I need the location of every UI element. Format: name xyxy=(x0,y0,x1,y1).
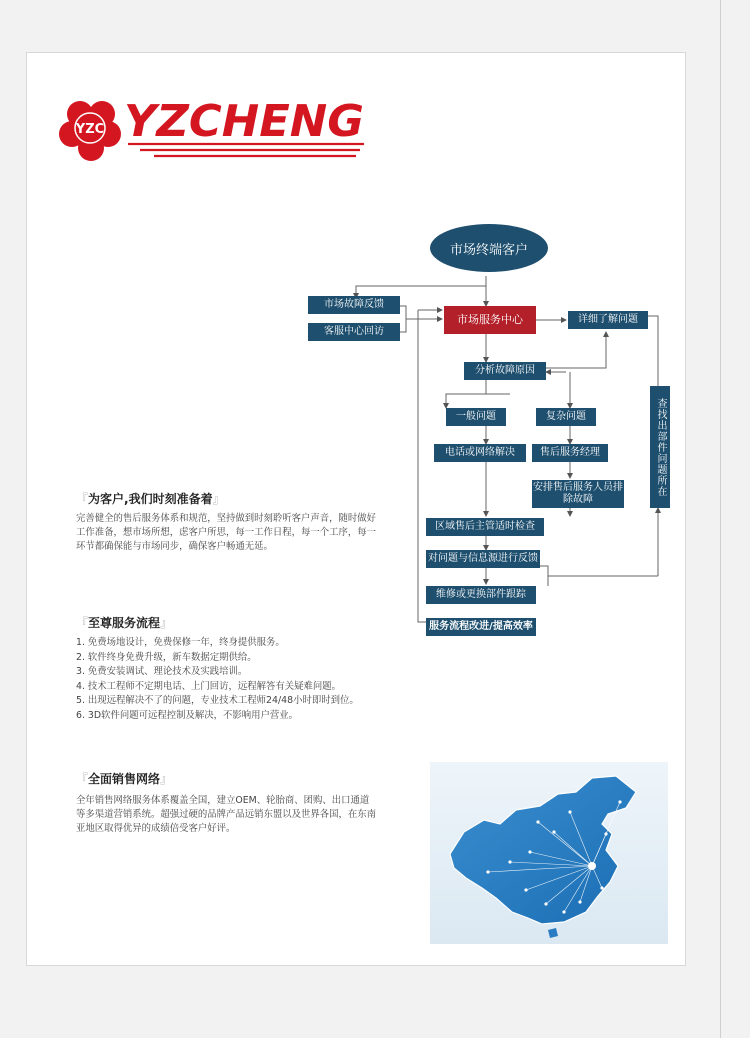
detail-box: 详细了解问题 xyxy=(568,311,648,329)
market-feedback-box: 市场故障反馈 xyxy=(308,296,400,314)
list-item: 3. 免费安装调试、理论技术及实践培训。 xyxy=(76,666,248,677)
flow-connectors xyxy=(300,220,680,640)
emblem-text: YZC xyxy=(75,122,105,137)
repair-track-box: 维修或更换部件跟踪 xyxy=(426,586,536,604)
section1-body: 完善健全的售后服务体系和规范，坚持做到时刻聆听客户声音，随时做好工作准备，想市场所想，虑客户所思，每一工作日程，每一个工序，每一环节都确保能与市场同步，确保客户畅通无延。 xyxy=(76,513,377,552)
bracket-open-icon: 『 xyxy=(76,772,89,786)
dispatch-box: 安排售后服务人员排除故障 xyxy=(532,480,624,508)
section2-title xyxy=(76,614,172,631)
list-item: 4. 技术工程师不定期电话、上门回访，远程解答有关疑难问题。 xyxy=(76,680,342,692)
regional-check-box: 区域售后主管适时检查 xyxy=(426,518,544,536)
bracket-close-icon: 』 xyxy=(160,772,173,786)
customer-revisit-box: 客服中心回访 xyxy=(308,323,400,341)
section3-title xyxy=(76,770,172,787)
service-flowchart xyxy=(300,220,680,640)
improve-box: 服务流程改进/提高效率 xyxy=(426,618,536,636)
bracket-close-icon: 』 xyxy=(212,492,225,506)
find-parts-box: 查找出部件问题所在 xyxy=(650,386,670,508)
section1-title xyxy=(76,490,225,507)
section2-title-text: 至尊服务流程 xyxy=(88,616,161,630)
hub-customer: 市场终端客户 xyxy=(430,224,548,272)
list-item: 1. 免费场地设计，免费保修一年，终身提供服务。 xyxy=(76,637,285,648)
phone-net-box: 电话或网络解决 xyxy=(434,444,526,462)
manager-box: 售后服务经理 xyxy=(532,444,608,462)
section1-title-text: 为客户,我们时刻准备着 xyxy=(88,492,213,506)
complex-issue-box: 复杂问题 xyxy=(536,408,596,426)
service-list xyxy=(76,636,359,723)
section3-title-text: 全面销售网络 xyxy=(88,772,161,786)
hub-point xyxy=(588,862,596,870)
general-issue-box: 一般问题 xyxy=(446,408,506,426)
china-network-map xyxy=(430,762,668,944)
bracket-close-icon: 』 xyxy=(160,616,173,630)
list-item: 5. 出现远程解决不了的问题，专业技术工程师24/48小时即时到位。 xyxy=(76,695,359,706)
section3-body: 全年销售网络服务体系覆盖全国，建立OEM、轮胎商、团购、出口通道等多渠道营销系统。超强过硬的品牌产品远销东盟以及世界各国，在东南亚地区取得优异的成绩倍受客户好评。 xyxy=(76,795,377,834)
yzcheng-logo xyxy=(44,88,374,168)
list-item: 6. 3D软件问题可远程控制及解决，不影响用户营业。 xyxy=(76,709,298,721)
service-center-box: 市场服务中心 xyxy=(444,306,536,334)
list-item: 2. 软件终身免费升级，新车数据定期供给。 xyxy=(76,651,257,663)
analyze-box: 分析故障原因 xyxy=(464,362,546,380)
feedback-box: 对问题与信息源进行反馈 xyxy=(426,550,540,568)
page-edge-line xyxy=(720,0,721,1038)
bracket-open-icon: 『 xyxy=(76,616,89,630)
brand-wordmark: YZCHENG xyxy=(124,96,364,147)
flower-emblem xyxy=(59,101,121,161)
bracket-open-icon: 『 xyxy=(76,492,89,506)
